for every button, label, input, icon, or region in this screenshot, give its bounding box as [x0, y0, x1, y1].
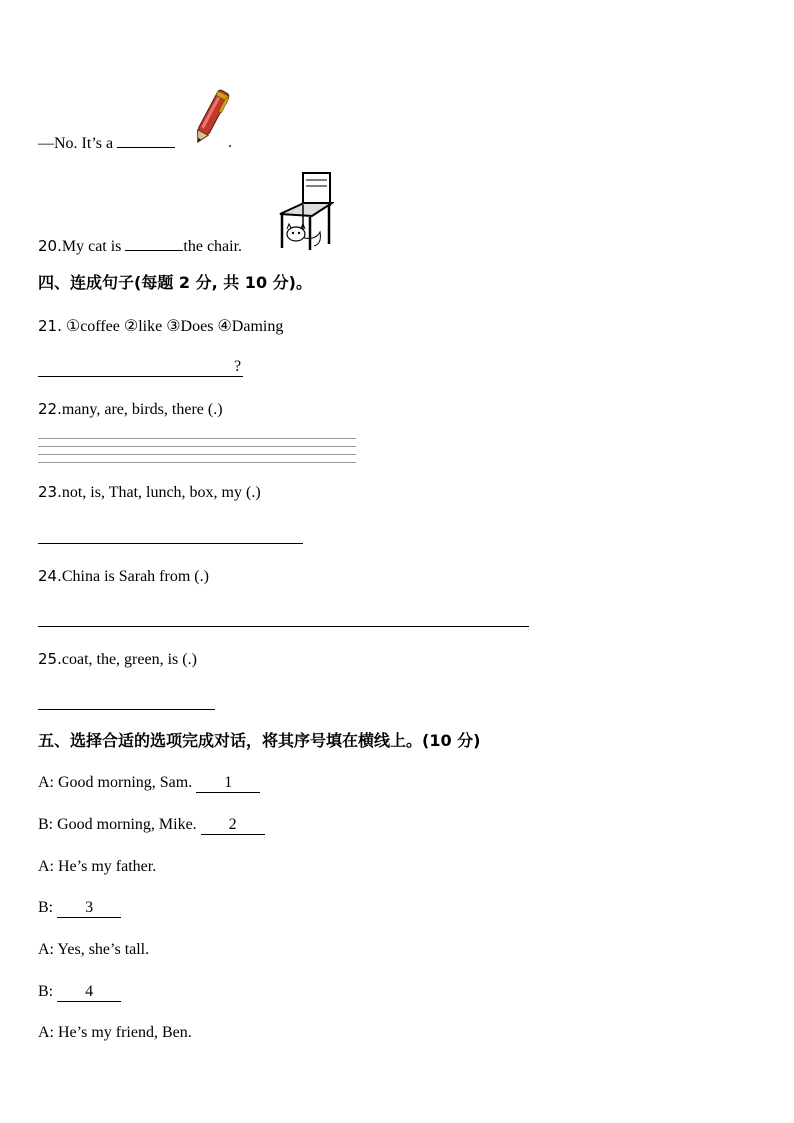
chair-icon	[276, 170, 334, 252]
dialogue-line-4	[38, 898, 121, 918]
q22-writing-line-2[interactable]	[38, 446, 356, 447]
q23-prompt	[38, 482, 261, 503]
q23-number: 23.	[38, 483, 62, 501]
q24-prompt	[38, 566, 209, 587]
q21-number: 21.	[38, 317, 62, 335]
answer-blank-1[interactable]: 1	[196, 774, 260, 793]
q25-answer-line[interactable]	[38, 709, 215, 710]
q21-answer-line[interactable]	[38, 376, 243, 377]
q23-answer-line[interactable]	[38, 543, 303, 544]
dialogue-line-7	[38, 1023, 192, 1043]
answer-blank-2[interactable]: 2	[201, 816, 265, 835]
dialogue-line-3	[38, 857, 156, 877]
speaker: A:	[38, 1024, 58, 1041]
dialogue-line-6	[38, 982, 121, 1002]
q24-answer-line[interactable]	[38, 626, 529, 627]
q20-answer-blank[interactable]	[125, 236, 183, 251]
section5-title: 五、选择合适的选项完成对话，将其序号填在横线上。(10 分)	[38, 731, 481, 750]
dialogue-text: Good morning, Mike.	[57, 816, 201, 833]
dialogue-line-1	[38, 773, 260, 793]
q20-before: My cat is	[61, 238, 126, 255]
q25-prompt	[38, 649, 197, 670]
q22-words: many, are, birds, there (.)	[61, 401, 223, 418]
section4-title: 四、连成句子(每题 2 分, 共 10 分)。	[38, 273, 312, 292]
speaker: A:	[38, 941, 58, 958]
dialogue-text: He’s my friend, Ben.	[58, 1024, 192, 1041]
q22-prompt	[38, 399, 223, 420]
q23-words: not, is, That, lunch, box, my (.)	[61, 484, 261, 501]
q19-prefix: —No. It’s a	[38, 135, 118, 152]
q24-words: China is Sarah from (.)	[61, 568, 209, 585]
speaker: A:	[38, 858, 58, 875]
dialogue-line-2	[38, 815, 265, 835]
q21-question-mark: ?	[234, 358, 242, 375]
speaker: B:	[38, 983, 58, 1000]
q22-number: 22.	[38, 400, 62, 418]
speaker: B:	[38, 816, 58, 833]
speaker: B:	[38, 899, 58, 916]
q25-words: coat, the, green, is (.)	[61, 651, 197, 668]
answer-blank-4[interactable]: 4	[57, 983, 121, 1002]
q22-writing-line-3[interactable]	[38, 454, 356, 455]
speaker: A:	[38, 774, 58, 791]
q19-period: .	[228, 134, 232, 151]
q22-writing-line-1[interactable]	[38, 438, 356, 439]
q24-number: 24.	[38, 567, 62, 585]
dialogue-text: Good morning, Sam.	[58, 774, 197, 791]
q19-answer-blank[interactable]	[117, 133, 175, 148]
dialogue-text: He’s my father.	[58, 858, 157, 875]
dialogue-text: Yes, she’s tall.	[57, 941, 150, 958]
q25-number: 25.	[38, 650, 62, 668]
q21-prompt	[38, 316, 283, 337]
answer-blank-3[interactable]: 3	[57, 899, 121, 918]
pen-icon	[188, 84, 232, 150]
q20-number: 20.	[38, 237, 62, 255]
dialogue-line-5	[38, 940, 149, 960]
q22-writing-line-4[interactable]	[38, 462, 356, 463]
q21-words: ①coffee ②like ③Does ④Daming	[65, 318, 284, 335]
q19-line	[38, 133, 175, 154]
q20-line	[38, 236, 242, 257]
q20-after: the chair.	[183, 238, 243, 255]
